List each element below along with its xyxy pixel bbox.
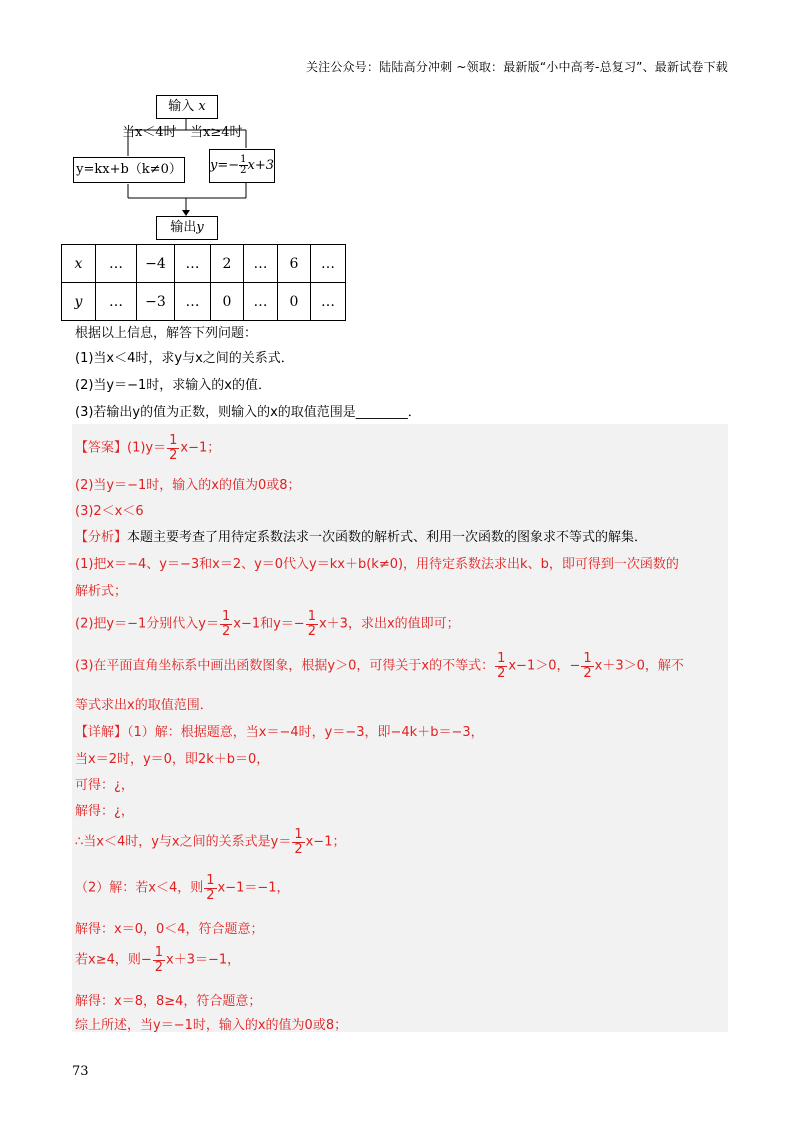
input-box: 输入 x: [156, 95, 218, 119]
analysis-3b: 等式求出x的取值范围．: [75, 698, 213, 713]
formula-box-left: y=kx+b（k≠0）: [73, 157, 185, 183]
question-1: (1)当x＜4时，求y与x之间的关系式．: [75, 351, 294, 366]
page-header: 关注公众号：陆陆高分冲刺 ~领取：最新版“小中高考-总复习”、最新试卷下载: [305, 60, 728, 74]
answer-3: (3)2＜x＜6: [75, 504, 144, 519]
detail-4: 解得：¿，: [75, 804, 134, 819]
detail-2: 当x＝2时，y＝0，即2k＋b＝0，: [75, 752, 270, 767]
answer-2: (2)当y＝−1时，输入的x的值为0或8；: [75, 478, 301, 493]
detail-8: 若x≥4，则− $\frac{1}{2}$ x＋3＝−1，: [75, 945, 241, 975]
fraction-half: $\frac{1}{2}$: [240, 154, 247, 176]
detail-3: 可得：¿，: [75, 778, 134, 793]
answer-1: 【答案】(1)y＝ $\frac{1}{2}$ x−1；: [75, 433, 221, 463]
detail-6: （2）解：若x＜4，则 $\frac{1}{2}$ x−1＝−1，: [75, 873, 290, 903]
question-3: (3)若输出y的值为正数，则输入的x的取值范围是________．: [75, 405, 421, 420]
analysis-1b: 解析式；: [75, 584, 128, 599]
branch-left-label: 当x＜4时: [122, 125, 177, 140]
analysis-1a: (1)把x＝−4、y＝−3和x＝2、y＝0代入y＝kx＋b(k≠0)，用待定系数法求出k、b，即可得到一次函数的: [75, 557, 679, 572]
detail-1: 【详解】（1）解：根据题意，当x＝−4时，y＝−3，即−4k＋b＝−3，: [75, 725, 484, 740]
analysis: 【分析】本题主要考查了用待定系数法求一次函数的解析式、利用一次函数的图象求不等式的解集．: [75, 530, 648, 545]
detail-7: 解得：x＝0，0＜4，符合题意；: [75, 922, 264, 937]
table-row: x … −4 … 2 … 6 …: [62, 245, 346, 283]
analysis-3a: (3)在平面直角坐标系中画出函数图象，根据y＞0，可得关于x的不等式： $\frac{1}{2}$ x−1＞0，− $\frac{1}{2}$ x＋3＞0，解不: [75, 651, 684, 681]
question-2: (2)当y＝−1时，求输入的x的值．: [75, 378, 271, 393]
formula-box-right: y=− $\frac{1}{2}$ x+3: [209, 149, 275, 183]
question-intro: 根据以上信息，解答下列问题：: [75, 326, 258, 341]
branch-right-label: 当x≥4时: [190, 125, 243, 140]
page-number: 73: [72, 1064, 89, 1079]
output-box: 输出y: [156, 216, 218, 240]
detail-9: 解得：x＝8，8≥4，符合题意；: [75, 994, 262, 1009]
detail-10: 综上所述，当y＝−1时，输入的x的值为0或8；: [75, 1018, 348, 1033]
detail-5: ∴当x＜4时，y与x之间的关系式是y＝ $\frac{1}{2}$ x−1；: [75, 827, 346, 857]
value-table: [61, 244, 346, 321]
analysis-2: (2)把y＝−1分别代入y＝ $\frac{1}{2}$ x−1和y＝− $\frac{1}{2}$ x＋3，求出x的值即可；: [75, 609, 460, 639]
table-row: y … −3 … 0 … 0 …: [62, 283, 346, 321]
